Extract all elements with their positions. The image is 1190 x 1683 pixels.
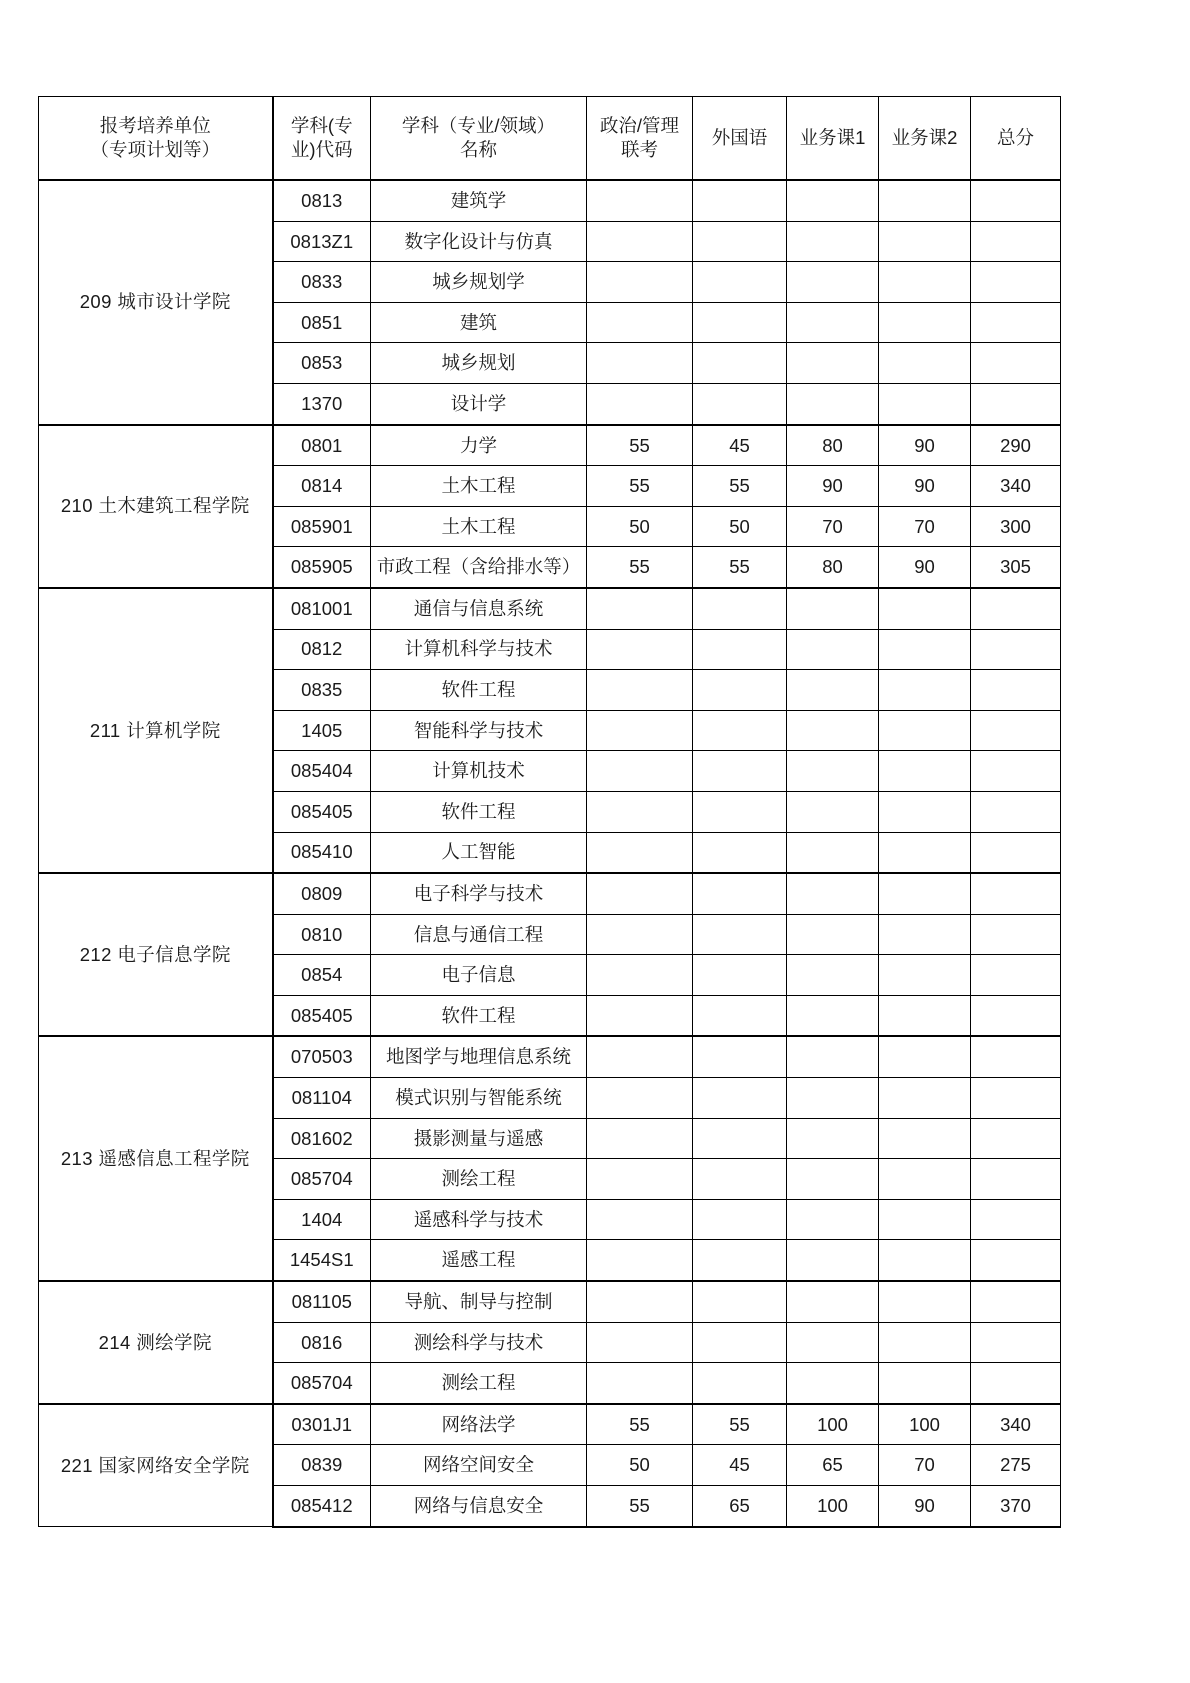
score-major2-cell: [879, 791, 971, 832]
table-header: [39, 97, 1061, 181]
table-row: [39, 180, 1061, 221]
discipline-name-cell: 数字化设计与仿真: [371, 221, 587, 262]
score-total-cell: [971, 588, 1061, 629]
score-foreign-language-cell: [693, 873, 787, 914]
score-politics-cell: 55: [587, 1486, 693, 1527]
discipline-name-cell: 建筑学: [371, 180, 587, 221]
discipline-code-cell: 085405: [273, 791, 371, 832]
column-header-unit-line-1: 报考培养单位: [99, 115, 211, 137]
score-politics-cell: 50: [587, 506, 693, 547]
score-major1-cell: 90: [787, 466, 879, 507]
column-header-unit-line-2: （专项计划等）: [90, 139, 220, 160]
discipline-name-cell: 测绘工程: [371, 1363, 587, 1404]
score-total-cell: [971, 914, 1061, 955]
score-foreign-language-cell: [693, 588, 787, 629]
score-major1-cell: [787, 1199, 879, 1240]
discipline-code-cell: 0833: [273, 262, 371, 303]
score-foreign-language-cell: [693, 343, 787, 384]
discipline-name-cell: 智能科学与技术: [371, 710, 587, 751]
score-major2-cell: [879, 832, 971, 873]
score-foreign-language-cell: [693, 995, 787, 1036]
discipline-name-cell: 土木工程: [371, 466, 587, 507]
discipline-name-cell: 计算机技术: [371, 751, 587, 792]
discipline-name-cell: 遥感科学与技术: [371, 1199, 587, 1240]
score-total-cell: [971, 1240, 1061, 1281]
score-major2-cell: [879, 343, 971, 384]
score-total-cell: 290: [971, 425, 1061, 466]
score-major1-cell: [787, 670, 879, 711]
discipline-name-cell: 摄影测量与遥感: [371, 1118, 587, 1159]
score-major1-cell: [787, 262, 879, 303]
score-politics-cell: [587, 751, 693, 792]
score-foreign-language-cell: [693, 1078, 787, 1119]
score-major2-cell: 90: [879, 1486, 971, 1527]
unit-cell: 211 计算机学院: [39, 588, 273, 873]
discipline-name-cell: 电子信息: [371, 955, 587, 996]
discipline-name-cell: 测绘科学与技术: [371, 1322, 587, 1363]
discipline-code-cell: 0851: [273, 302, 371, 343]
score-major1-cell: [787, 343, 879, 384]
discipline-name-cell: 模式识别与智能系统: [371, 1078, 587, 1119]
score-foreign-language-cell: [693, 832, 787, 873]
column-header-total: [971, 97, 1061, 181]
score-major1-cell: [787, 1078, 879, 1119]
discipline-code-cell: 0835: [273, 670, 371, 711]
discipline-name-cell: 软件工程: [371, 791, 587, 832]
score-politics-cell: [587, 629, 693, 670]
table-row: [39, 1036, 1061, 1077]
discipline-name-cell: 建筑: [371, 302, 587, 343]
score-politics-cell: [587, 1118, 693, 1159]
score-politics-cell: 55: [587, 1404, 693, 1445]
score-foreign-language-cell: [693, 1363, 787, 1404]
score-major2-cell: [879, 670, 971, 711]
score-major1-cell: [787, 1240, 879, 1281]
discipline-name-cell: 通信与信息系统: [371, 588, 587, 629]
discipline-code-cell: 085405: [273, 995, 371, 1036]
column-header-for-line-1: 外国语: [711, 127, 768, 149]
score-major1-cell: [787, 751, 879, 792]
score-major1-cell: [787, 955, 879, 996]
score-major2-cell: [879, 1118, 971, 1159]
discipline-code-cell: 085905: [273, 547, 371, 588]
admission-score-table: [38, 96, 1061, 1528]
score-major1-cell: 80: [787, 425, 879, 466]
discipline-name-cell: 设计学: [371, 383, 587, 424]
column-header-pol-line-1: 政治/管理: [599, 115, 680, 137]
discipline-name-cell: 土木工程: [371, 506, 587, 547]
table-row: [39, 873, 1061, 914]
column-header-biz1-line-1: 业务课1: [799, 127, 866, 149]
score-major1-cell: [787, 995, 879, 1036]
score-major1-cell: [787, 1322, 879, 1363]
score-total-cell: [971, 302, 1061, 343]
score-foreign-language-cell: 45: [693, 1445, 787, 1486]
score-foreign-language-cell: [693, 1240, 787, 1281]
unit-cell: 212 电子信息学院: [39, 873, 273, 1036]
discipline-code-cell: 070503: [273, 1036, 371, 1077]
score-total-cell: [971, 1199, 1061, 1240]
score-foreign-language-cell: 65: [693, 1486, 787, 1527]
discipline-name-cell: 遥感工程: [371, 1240, 587, 1281]
column-header-biz2: [879, 97, 971, 181]
score-foreign-language-cell: [693, 180, 787, 221]
score-major1-cell: [787, 1281, 879, 1322]
score-politics-cell: [587, 832, 693, 873]
score-major2-cell: [879, 1240, 971, 1281]
score-major1-cell: [787, 832, 879, 873]
discipline-name-cell: 市政工程（含给排水等）: [371, 547, 587, 588]
score-major2-cell: 90: [879, 466, 971, 507]
score-total-cell: [971, 383, 1061, 424]
score-major1-cell: 65: [787, 1445, 879, 1486]
score-major2-cell: 90: [879, 547, 971, 588]
score-foreign-language-cell: [693, 791, 787, 832]
score-foreign-language-cell: [693, 1199, 787, 1240]
score-major2-cell: [879, 1322, 971, 1363]
table-body: [39, 180, 1061, 1527]
column-header-total-line-1: 总分: [996, 127, 1034, 149]
score-foreign-language-cell: [693, 751, 787, 792]
discipline-code-cell: 081104: [273, 1078, 371, 1119]
score-total-cell: [971, 832, 1061, 873]
score-politics-cell: [587, 995, 693, 1036]
discipline-name-cell: 信息与通信工程: [371, 914, 587, 955]
discipline-code-cell: 1370: [273, 383, 371, 424]
column-header-for: [693, 97, 787, 181]
column-header-biz2-line-1: 业务课2: [891, 127, 958, 149]
discipline-name-cell: 测绘工程: [371, 1159, 587, 1200]
discipline-code-cell: 1405: [273, 710, 371, 751]
column-header-biz1: [787, 97, 879, 181]
score-major2-cell: [879, 629, 971, 670]
score-politics-cell: [587, 343, 693, 384]
score-major2-cell: [879, 383, 971, 424]
discipline-name-cell: 软件工程: [371, 995, 587, 1036]
score-politics-cell: [587, 262, 693, 303]
score-major2-cell: [879, 751, 971, 792]
score-major1-cell: [787, 180, 879, 221]
score-politics-cell: [587, 180, 693, 221]
score-major1-cell: [787, 1036, 879, 1077]
score-total-cell: [971, 791, 1061, 832]
score-total-cell: 340: [971, 1404, 1061, 1445]
score-total-cell: 275: [971, 1445, 1061, 1486]
column-header-code-line-2: 业)代码: [290, 139, 353, 160]
score-major1-cell: [787, 383, 879, 424]
score-major1-cell: 70: [787, 506, 879, 547]
discipline-code-cell: 081105: [273, 1281, 371, 1322]
discipline-code-cell: 0814: [273, 466, 371, 507]
discipline-code-cell: 085404: [273, 751, 371, 792]
score-major1-cell: [787, 1159, 879, 1200]
score-politics-cell: [587, 710, 693, 751]
score-major2-cell: [879, 1078, 971, 1119]
discipline-code-cell: 0809: [273, 873, 371, 914]
score-major1-cell: [787, 791, 879, 832]
discipline-code-cell: 0812: [273, 629, 371, 670]
score-total-cell: [971, 1281, 1061, 1322]
unit-cell: 210 土木建筑工程学院: [39, 425, 273, 588]
score-foreign-language-cell: [693, 302, 787, 343]
score-total-cell: [971, 343, 1061, 384]
score-total-cell: [971, 1118, 1061, 1159]
score-politics-cell: 55: [587, 466, 693, 507]
discipline-name-cell: 计算机科学与技术: [371, 629, 587, 670]
discipline-name-cell: 城乡规划: [371, 343, 587, 384]
unit-cell: 213 遥感信息工程学院: [39, 1036, 273, 1281]
score-major2-cell: 70: [879, 506, 971, 547]
score-total-cell: [971, 670, 1061, 711]
discipline-code-cell: 0813Z1: [273, 221, 371, 262]
score-major2-cell: 90: [879, 425, 971, 466]
score-politics-cell: [587, 1363, 693, 1404]
score-total-cell: [971, 873, 1061, 914]
score-politics-cell: [587, 1199, 693, 1240]
discipline-code-cell: 0801: [273, 425, 371, 466]
score-politics-cell: [587, 1078, 693, 1119]
score-foreign-language-cell: [693, 1159, 787, 1200]
score-foreign-language-cell: 50: [693, 506, 787, 547]
score-foreign-language-cell: 45: [693, 425, 787, 466]
column-header-pol-line-2: 联考: [620, 139, 658, 160]
score-politics-cell: [587, 1240, 693, 1281]
score-major1-cell: 100: [787, 1486, 879, 1527]
score-total-cell: 300: [971, 506, 1061, 547]
score-major2-cell: [879, 1199, 971, 1240]
score-foreign-language-cell: [693, 914, 787, 955]
score-major2-cell: [879, 302, 971, 343]
score-total-cell: [971, 629, 1061, 670]
score-major2-cell: [879, 180, 971, 221]
discipline-code-cell: 1404: [273, 1199, 371, 1240]
table-row: [39, 425, 1061, 466]
discipline-name-cell: 人工智能: [371, 832, 587, 873]
score-foreign-language-cell: [693, 383, 787, 424]
column-header-name-line-1: 学科（专业/领域）: [401, 115, 556, 137]
score-major2-cell: [879, 710, 971, 751]
discipline-code-cell: 0853: [273, 343, 371, 384]
score-major2-cell: [879, 995, 971, 1036]
score-politics-cell: [587, 1159, 693, 1200]
discipline-code-cell: 0813: [273, 180, 371, 221]
score-total-cell: [971, 1159, 1061, 1200]
score-major1-cell: [787, 873, 879, 914]
discipline-code-cell: 081602: [273, 1118, 371, 1159]
score-politics-cell: [587, 914, 693, 955]
score-total-cell: 340: [971, 466, 1061, 507]
score-politics-cell: [587, 955, 693, 996]
table-row: [39, 588, 1061, 629]
score-foreign-language-cell: [693, 1036, 787, 1077]
score-major2-cell: [879, 873, 971, 914]
column-header-pol: [587, 97, 693, 181]
score-politics-cell: [587, 873, 693, 914]
discipline-code-cell: 0301J1: [273, 1404, 371, 1445]
score-major2-cell: [879, 221, 971, 262]
column-header-name: [371, 97, 587, 181]
score-major2-cell: 100: [879, 1404, 971, 1445]
score-major2-cell: [879, 914, 971, 955]
score-politics-cell: 50: [587, 1445, 693, 1486]
score-major1-cell: [787, 710, 879, 751]
score-foreign-language-cell: [693, 221, 787, 262]
score-major1-cell: [787, 1118, 879, 1159]
discipline-name-cell: 导航、制导与控制: [371, 1281, 587, 1322]
discipline-code-cell: 081001: [273, 588, 371, 629]
score-total-cell: [971, 262, 1061, 303]
score-foreign-language-cell: 55: [693, 547, 787, 588]
score-total-cell: 370: [971, 1486, 1061, 1527]
discipline-code-cell: 0854: [273, 955, 371, 996]
score-politics-cell: [587, 1322, 693, 1363]
score-politics-cell: [587, 791, 693, 832]
score-total-cell: [971, 710, 1061, 751]
score-major2-cell: [879, 1159, 971, 1200]
score-politics-cell: [587, 1281, 693, 1322]
score-total-cell: [971, 180, 1061, 221]
column-header-unit: [39, 97, 273, 181]
discipline-code-cell: 0810: [273, 914, 371, 955]
score-foreign-language-cell: [693, 629, 787, 670]
discipline-name-cell: 城乡规划学: [371, 262, 587, 303]
score-politics-cell: [587, 670, 693, 711]
discipline-code-cell: 085704: [273, 1159, 371, 1200]
discipline-code-cell: 1454S1: [273, 1240, 371, 1281]
discipline-code-cell: 085901: [273, 506, 371, 547]
score-major1-cell: [787, 629, 879, 670]
score-major2-cell: [879, 955, 971, 996]
discipline-code-cell: 085704: [273, 1363, 371, 1404]
score-major2-cell: [879, 588, 971, 629]
score-total-cell: [971, 1036, 1061, 1077]
score-politics-cell: [587, 221, 693, 262]
discipline-code-cell: 085410: [273, 832, 371, 873]
discipline-name-cell: 网络空间安全: [371, 1445, 587, 1486]
score-major1-cell: [787, 914, 879, 955]
score-major1-cell: 100: [787, 1404, 879, 1445]
column-header-name-line-2: 名称: [459, 139, 497, 160]
score-foreign-language-cell: [693, 1322, 787, 1363]
discipline-code-cell: 085412: [273, 1486, 371, 1527]
score-total-cell: [971, 955, 1061, 996]
score-total-cell: [971, 1078, 1061, 1119]
discipline-name-cell: 电子科学与技术: [371, 873, 587, 914]
discipline-name-cell: 网络与信息安全: [371, 1486, 587, 1527]
score-foreign-language-cell: [693, 1281, 787, 1322]
column-header-code: [273, 97, 371, 181]
unit-cell: 209 城市设计学院: [39, 180, 273, 425]
score-politics-cell: 55: [587, 425, 693, 466]
table-row: [39, 1281, 1061, 1322]
discipline-code-cell: 0839: [273, 1445, 371, 1486]
header-row: [39, 97, 1061, 181]
score-politics-cell: [587, 383, 693, 424]
unit-cell: 214 测绘学院: [39, 1281, 273, 1404]
score-foreign-language-cell: [693, 670, 787, 711]
score-politics-cell: [587, 588, 693, 629]
score-major2-cell: 70: [879, 1445, 971, 1486]
score-politics-cell: [587, 302, 693, 343]
score-major1-cell: [787, 302, 879, 343]
score-total-cell: [971, 1322, 1061, 1363]
score-foreign-language-cell: 55: [693, 466, 787, 507]
score-major1-cell: 80: [787, 547, 879, 588]
score-major1-cell: [787, 221, 879, 262]
score-total-cell: [971, 995, 1061, 1036]
score-major1-cell: [787, 1363, 879, 1404]
discipline-name-cell: 网络法学: [371, 1404, 587, 1445]
score-total-cell: [971, 221, 1061, 262]
score-major1-cell: [787, 588, 879, 629]
score-foreign-language-cell: [693, 262, 787, 303]
score-foreign-language-cell: [693, 955, 787, 996]
unit-cell: 221 国家网络安全学院: [39, 1404, 273, 1527]
score-foreign-language-cell: [693, 1118, 787, 1159]
score-foreign-language-cell: [693, 710, 787, 751]
table-row: [39, 1404, 1061, 1445]
discipline-code-cell: 0816: [273, 1322, 371, 1363]
discipline-name-cell: 软件工程: [371, 670, 587, 711]
score-major2-cell: [879, 1281, 971, 1322]
score-total-cell: [971, 751, 1061, 792]
score-politics-cell: [587, 1036, 693, 1077]
discipline-name-cell: 力学: [371, 425, 587, 466]
column-header-code-line-1: 学科(专: [290, 115, 353, 137]
discipline-name-cell: 地图学与地理信息系统: [371, 1036, 587, 1077]
score-major2-cell: [879, 1036, 971, 1077]
score-politics-cell: 55: [587, 547, 693, 588]
score-major2-cell: [879, 1363, 971, 1404]
score-foreign-language-cell: 55: [693, 1404, 787, 1445]
score-major2-cell: [879, 262, 971, 303]
score-total-cell: [971, 1363, 1061, 1404]
score-total-cell: 305: [971, 547, 1061, 588]
